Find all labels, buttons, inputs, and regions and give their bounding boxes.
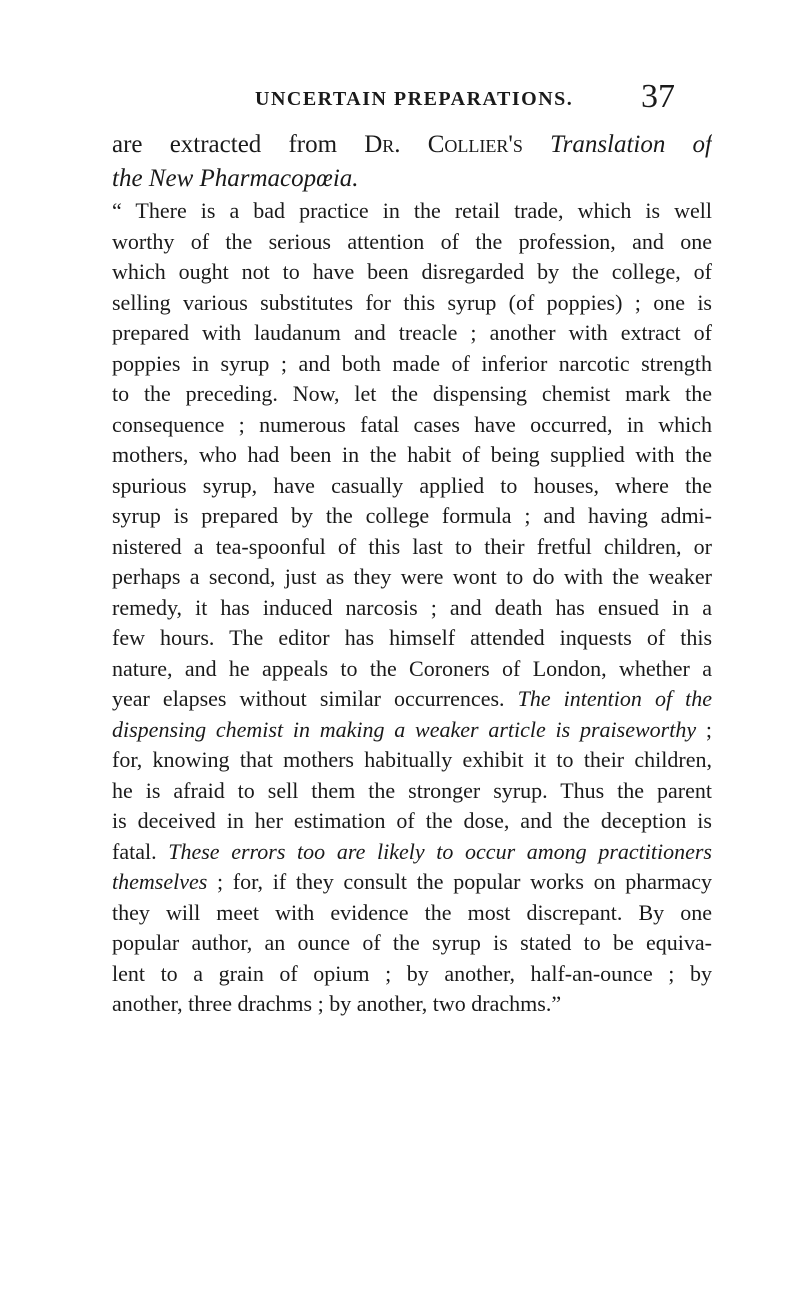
text-line: spurious syrup, have casually applied to houses, where the <box>112 472 712 498</box>
page-number: 37 <box>641 78 675 115</box>
italic-text: The intention of the <box>517 686 712 711</box>
text-line: perhaps a second, just as they were wont to do with the weaker <box>112 564 712 589</box>
text-line <box>112 837 712 868</box>
body-text <box>112 128 712 1020</box>
text-line: nature, and he appeals to the Coroners of London, whether a <box>112 655 712 681</box>
italic-text: themselves <box>112 869 208 894</box>
text-line: lent to a grain of opium ; by another, half-an-ounce ; by <box>112 960 712 986</box>
text-line: to the preceding. Now, let the dispensing chemist mark the <box>112 381 712 406</box>
italic-text: dispensing chemist in making a weaker article is praiseworthy <box>112 716 697 742</box>
text-line: few hours. The editor has himself attended inquests of this <box>112 625 712 650</box>
running-title: UNCERTAIN PREPARATIONS. <box>255 88 574 110</box>
text-line <box>112 684 712 715</box>
author-name: Dr. Collier's <box>364 131 523 158</box>
text-run: ; <box>696 716 712 742</box>
text-run <box>523 131 550 158</box>
text-line <box>112 128 712 162</box>
text-line: another, three drachms ; by another, two drachms.” <box>112 991 562 1016</box>
text-line: remedy, it has induced narcosis ; and death has ensued in a <box>112 594 712 620</box>
text-line: worthy of the serious attention of the profession, and one <box>112 228 712 254</box>
running-head <box>255 80 675 120</box>
text-line: nistered a tea-spoonful of this last to their fretful children, or <box>112 533 712 559</box>
text-line: selling various substitutes for this syrup (of poppies) ; one is <box>112 289 712 315</box>
text-line: mothers, who had been in the habit of being supplied with the <box>112 442 712 467</box>
text-line <box>112 867 712 898</box>
italic-text: These errors too are likely to occur among practitioners <box>168 838 712 864</box>
text-line: popular author, an ounce of the syrup is stated to be equiva- <box>112 930 712 955</box>
text-line: poppies in syrup ; and both made of inferior narcotic strength <box>112 350 712 376</box>
text-line: syrup is prepared by the college formula ; and having admi- <box>112 503 712 528</box>
text-line: prepared with laudanum and treacle ; another with extract of <box>112 320 712 345</box>
text-line: which ought not to have been disregarded by the college, of <box>112 259 712 284</box>
text-line: consequence ; numerous fatal cases have occurred, in which <box>112 411 712 437</box>
text-line: the New Pharmacopœia. <box>112 165 359 192</box>
text-run: fatal. <box>112 838 169 864</box>
text-line <box>112 715 712 746</box>
text-line: “ There is a bad practice in the retail trade, which is well <box>112 198 712 223</box>
text-line: they will meet with evidence the most discrepant. By one <box>112 899 712 925</box>
text-run: year elapses without similar occurrences. <box>112 686 518 711</box>
text-run: ; for, if they consult the popular works on pharmacy <box>207 869 712 894</box>
text-run: are extracted from <box>112 131 365 158</box>
text-line: he is afraid to sell them the stronger syrup. Thus the parent <box>112 777 712 803</box>
text-line: is deceived in her estimation of the dose, and the deception is <box>112 808 712 833</box>
book-title: Translation of <box>550 131 712 158</box>
text-line: for, knowing that mothers habitually exhibit it to their children, <box>112 747 712 772</box>
